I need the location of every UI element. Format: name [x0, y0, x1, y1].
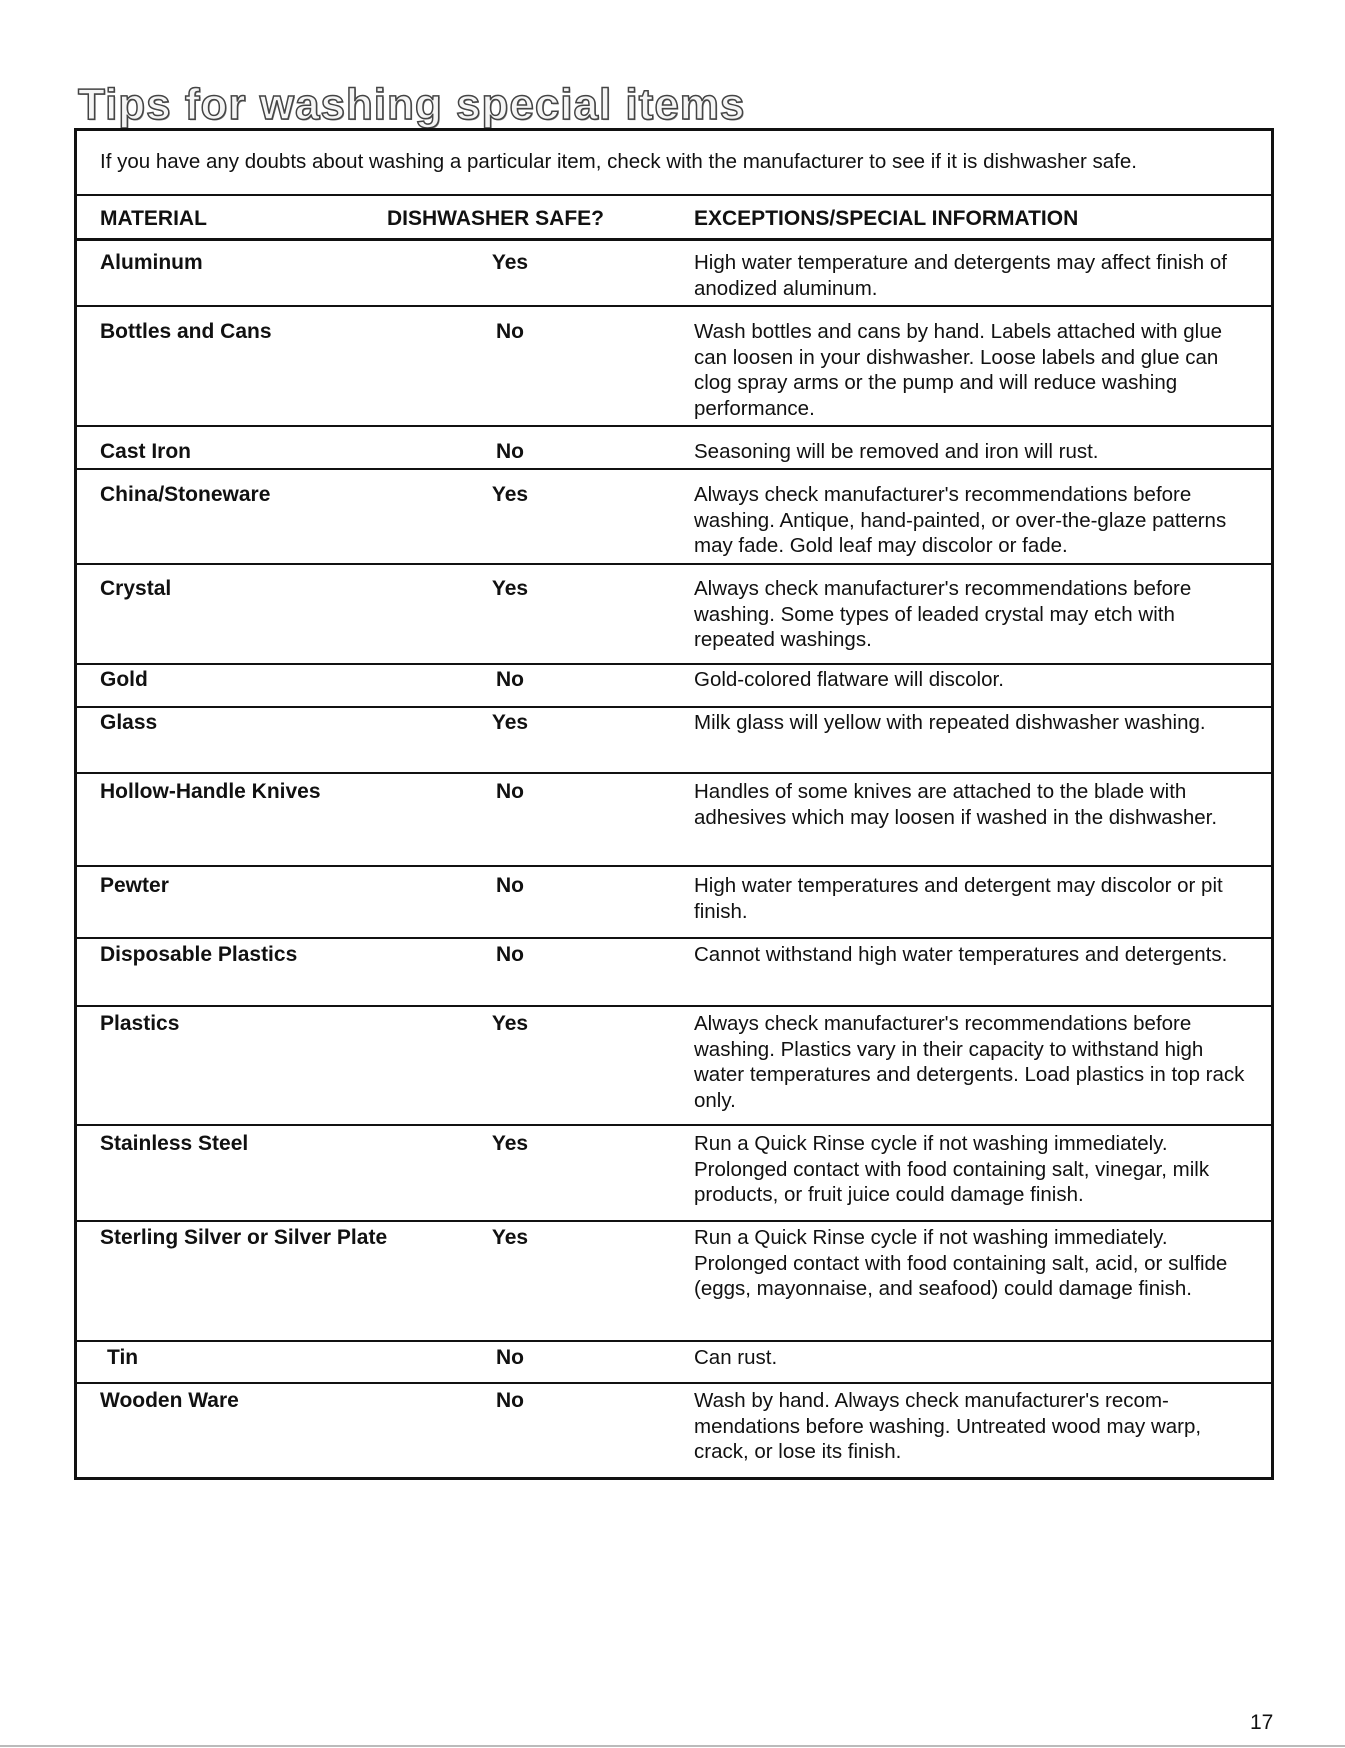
table-row-dishwasher-safe: No: [496, 320, 524, 343]
table-row-divider: [77, 1005, 1271, 1007]
table-row-dishwasher-safe: Yes: [491, 1012, 529, 1035]
table-row-material: Cast Iron: [100, 440, 192, 463]
table-row-info: High water temperature and detergents may affect finish of anodized aluminum.: [694, 251, 1227, 300]
table-row-info: Handles of some knives are attached to the blade with adhesives which may loosen if washed in the dishwasher.: [694, 780, 1218, 829]
intro-text: If you have any doubts about washing a particular item, check with the manufacturer to see if it is dishwasher safe.: [100, 150, 1137, 173]
header-top-divider: [77, 194, 1271, 196]
table-row-divider: [77, 305, 1271, 307]
table-row-divider: [77, 1220, 1271, 1222]
table-row-divider: [77, 663, 1271, 665]
table-row-info: Always check manufacturer's recommendations before washing. Some types of leaded crystal may etch with repeated washings.: [694, 577, 1192, 651]
table-row-dishwasher-safe: Yes: [491, 1132, 529, 1155]
table-row-divider: [77, 865, 1271, 867]
table-row-divider: [77, 425, 1271, 427]
table-row-material: Plastics: [100, 1012, 180, 1035]
table-row-dishwasher-safe: Yes: [491, 577, 529, 600]
table-row-info: Wash by hand. Always check manufacturer's recom-mendations before washing. Untreated wood may warp, crack, or lose its finish.: [694, 1389, 1202, 1463]
table-row-dishwasher-safe: No: [496, 1389, 524, 1412]
header-material: MATERIAL: [100, 207, 207, 230]
table-row-material: Aluminum: [100, 251, 203, 274]
table-row-info: Gold-colored flatware will discolor.: [694, 668, 1004, 691]
table-row-material: Wooden Ware: [100, 1389, 239, 1412]
table-row-info: Run a Quick Rinse cycle if not washing immediately. Prolonged contact with food containing salt, acid, or sulfide (eggs, mayonnaise, and seafood) could damage finish.: [694, 1226, 1228, 1300]
table-row-dishwasher-safe: Yes: [491, 483, 529, 506]
header-dishwasher-safe: DISHWASHER SAFE?: [387, 207, 605, 230]
table-row-dishwasher-safe: No: [496, 1346, 524, 1369]
table-row-material: Tin: [107, 1346, 139, 1369]
table-row-info: Seasoning will be removed and iron will rust.: [694, 440, 1099, 463]
table-row-info: Wash bottles and cans by hand. Labels attached with glue can loosen in your dishwasher. Loose labels and glue can clog spray arms or the pump and will reduce washing performance.: [694, 320, 1223, 420]
table-row-divider: [77, 1124, 1271, 1126]
table-row-material: Gold: [100, 668, 148, 691]
table-row-material: Crystal: [100, 577, 172, 600]
table-row-material: Disposable Plastics: [100, 943, 298, 966]
table-row-info: Always check manufacturer's recommendations before washing. Plastics vary in their capacity to withstand high water temperatures and detergents. Load plastics in top rack only.: [694, 1012, 1245, 1112]
page-bottom-edge: [0, 1745, 1345, 1747]
page-number: 17: [1250, 1711, 1274, 1734]
table-row-dishwasher-safe: Yes: [491, 251, 529, 274]
page-title: Tips for washing special items: [78, 80, 746, 129]
table-row-info: Run a Quick Rinse cycle if not washing immediately. Prolonged contact with food containing salt, vinegar, milk products, or fruit juice could damage finish.: [694, 1132, 1210, 1206]
table-row-material: Hollow-Handle Knives: [100, 780, 321, 803]
table-row-divider: [77, 1382, 1271, 1384]
table-row-dishwasher-safe: No: [496, 780, 524, 803]
table-row-dishwasher-safe: No: [496, 943, 524, 966]
table-row-dishwasher-safe: No: [496, 874, 524, 897]
table-row-info: High water temperatures and detergent may discolor or pit finish.: [694, 874, 1223, 923]
table-row-dishwasher-safe: No: [496, 440, 524, 463]
table-row-info: Cannot withstand high water temperatures and detergents.: [694, 943, 1228, 966]
table-row-dishwasher-safe: Yes: [491, 711, 529, 734]
table-row-material: Stainless Steel: [100, 1132, 249, 1155]
table-row-divider: [77, 937, 1271, 939]
header-bottom-divider: [77, 238, 1271, 241]
table-row-material: China/Stoneware: [100, 483, 271, 506]
table-row-divider: [77, 563, 1271, 565]
table-row-info: Always check manufacturer's recommendations before washing. Antique, hand-painted, or over-the-glaze patterns may fade. Gold leaf may discolor or fade.: [694, 483, 1227, 557]
table-row-divider: [77, 1340, 1271, 1342]
table-row-material: Sterling Silver or Silver Plate: [100, 1226, 388, 1249]
table-row-info: Milk glass will yellow with repeated dishwasher washing.: [694, 711, 1206, 734]
table-row-info: Can rust.: [694, 1346, 778, 1369]
table-row-divider: [77, 772, 1271, 774]
table-row-divider: [77, 468, 1271, 470]
table-row-material: Glass: [100, 711, 158, 734]
header-exceptions: EXCEPTIONS/SPECIAL INFORMATION: [694, 207, 1079, 230]
table-row-material: Bottles and Cans: [100, 320, 272, 343]
table-row-dishwasher-safe: No: [496, 668, 524, 691]
table-row-material: Pewter: [100, 874, 169, 897]
table-row-divider: [77, 706, 1271, 708]
table-row-dishwasher-safe: Yes: [491, 1226, 529, 1249]
